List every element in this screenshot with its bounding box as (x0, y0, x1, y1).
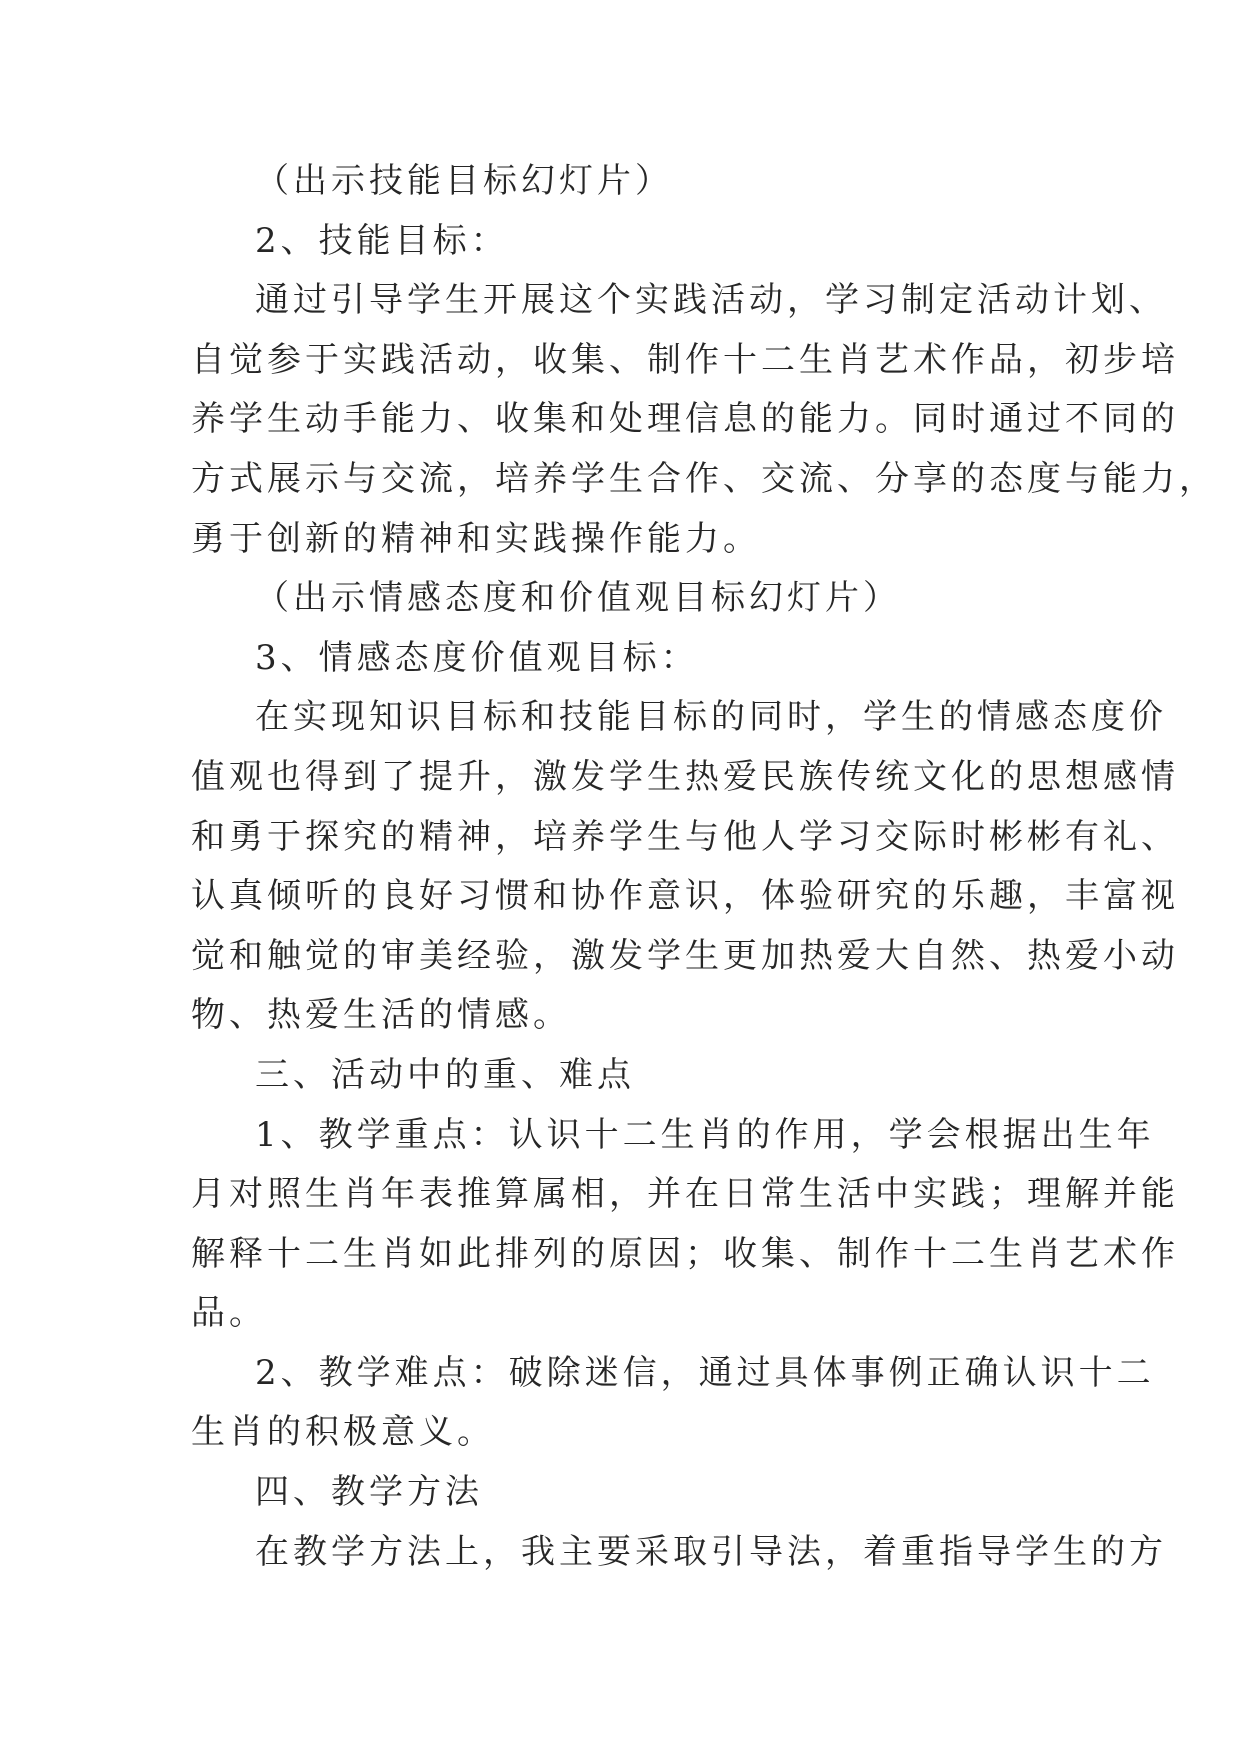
text-line: 值观也得到了提升，激发学生热爱民族传统文化的思想感情 (191, 756, 1179, 797)
text-line: 勇于创新的精神和实践操作能力。 (191, 518, 761, 559)
section-heading: 2、技能目标： (255, 220, 509, 261)
text-line: 品。 (191, 1293, 267, 1334)
text-line: 认真倾听的良好习惯和协作意识，体验研究的乐趣，丰富视 (191, 876, 1179, 917)
text-line: 在实现知识目标和技能目标的同时，学生的情感态度价 (255, 697, 1167, 738)
text-line: 物、热爱生活的情感。 (191, 995, 571, 1036)
section-heading: 3、情感态度价值观目标： (255, 637, 699, 678)
text-line: 月对照生肖年表推算属相，并在日常生活中实践；理解并能 (191, 1174, 1179, 1215)
text-line: 通过引导学生开展这个实践活动，学习制定活动计划、 (255, 280, 1167, 321)
text-line: （出示情感态度和价值观目标幻灯片） (255, 578, 901, 619)
text-line: 觉和触觉的审美经验，激发学生更加热爱大自然、热爱小动 (191, 935, 1179, 976)
text-line: 养学生动手能力、收集和处理信息的能力。同时通过不同的 (191, 399, 1179, 440)
text-line: 自觉参于实践活动，收集、制作十二生肖艺术作品，初步培 (191, 339, 1179, 380)
text-line: （出示技能目标幻灯片） (255, 161, 673, 201)
text-line: 和勇于探究的精神，培养学生与他人学习交际时彬彬有礼、 (191, 816, 1179, 857)
section-heading: 四、教学方法 (255, 1472, 483, 1513)
text-line: 方式展示与交流，培养学生合作、交流、分享的态度与能力， (191, 458, 1217, 499)
section-heading: 三、活动中的重、难点 (255, 1054, 635, 1095)
text-line: 生肖的积极意义。 (191, 1412, 495, 1453)
text-line: 在教学方法上，我主要采取引导法，着重指导学生的方 (255, 1531, 1167, 1572)
text-line: 解释十二生肖如此排列的原因；收集、制作十二生肖艺术作 (191, 1233, 1179, 1274)
document-body (191, 152, 1217, 1582)
text-line: 2、教学难点：破除迷信，通过具体事例正确认识十二 (255, 1352, 1155, 1393)
text-line: 1、教学重点：认识十二生肖的作用，学会根据出生年 (255, 1114, 1155, 1155)
